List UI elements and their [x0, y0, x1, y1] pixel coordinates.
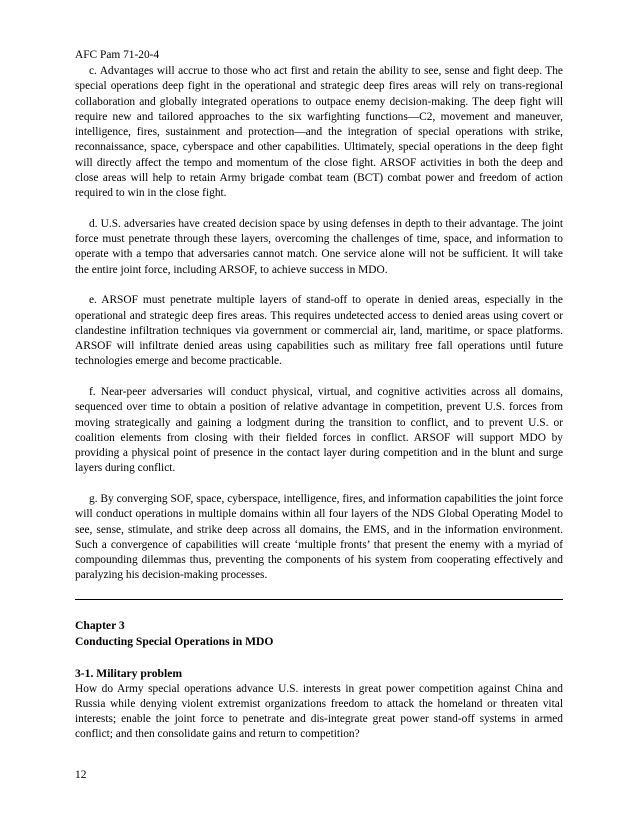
paragraph-g: g. By converging SOF, space, cyberspace, intelligence, fires, and information capabilities the joint force will conduct operations in multiple domains within all four layers of the NDS Global Operating Model to see, sense, stimulate, and strike deep across all domains, the EMS, and in the information environment. Such a convergence of capabilities will create ‘multiple fronts’ that present the enemy with a myriad of compounding dilemmas thus, preventing the components of his system from cooperating effectively and paralyzing his decision-making processes.: [75, 493, 563, 582]
paragraph-d: d. U.S. adversaries have created decision space by using defenses in depth to their advantage. The joint force must penetrate through these layers, overcoming the challenges of time, space, and information to operate with a tempo that adversaries cannot match. One service alone will not be sufficient. It will take the entire joint force, including ARSOF, to achieve success in MDO.: [75, 217, 563, 276]
paragraph-c: c. Advantages will accrue to those who act first and retain the ability to see, sense and fight deep. The special operations deep fight in the operational and strategic deep fires areas will rely on trans-regional collaboration and globally integrated operations to outpace enemy decision-making. The deep fight will require new and tailored approaches to the six warfighting functions—C2, movement and maneuver, intelligence, fires, sustainment and protection—and the integration of special operations with strike, reconnaissance, space, cyberspace and other capabilities. Ultimately, special operations in the deep fight will directly affect the tempo and momentum of the close fight. ARSOF activities in both the deep and close areas will help to retain Army brigade combat team (BCT) combat power and freedom of action required to win in the close fight.: [75, 65, 563, 199]
chapter-title: Conducting Special Operations in MDO: [75, 635, 274, 648]
page-number: 12: [75, 769, 87, 781]
document-header: AFC Pam 71-20-4: [75, 49, 160, 61]
section-heading: 3-1. Military problem: [75, 667, 183, 680]
document-page: [75, 48, 563, 743]
paragraph-e: e. ARSOF must penetrate multiple layers of stand-off to operate in denied areas, especially in the operational and strategic deep fires areas. This requires undetected access to denied areas using covert or clandestine infiltration techniques via government or commercial air, land, maritime, or space platforms. ARSOF will infiltrate denied areas using capabilities such as military free fall operations until future technologies emerge and become practicable.: [75, 294, 563, 368]
section-divider: [75, 599, 563, 600]
chapter-number: Chapter 3: [75, 619, 125, 632]
section-body: How do Army special operations advance U.S. interests in great power competition against China and Russia while denying violent extremist organizations freedom to attack the homeland or threaten vital interests; enable the joint force to penetrate and dis-integrate great power stand-off systems in armed conflict; and then consolidate gains and return to competition?: [75, 682, 563, 741]
paragraph-f: f. Near-peer adversaries will conduct physical, virtual, and cognitive activities across all domains, sequenced over time to obtain a position of relative advantage in competition, prevent U.S. forces from moving strategically and gaining a lodgment during the transition to conflict, and to prevent U.S. or coalition elements from closing with their fielded forces in conflict. ARSOF will support MDO by providing a physical point of presence in the contact layer during competition and in the blunt and surge layers during conflict.: [75, 386, 563, 475]
